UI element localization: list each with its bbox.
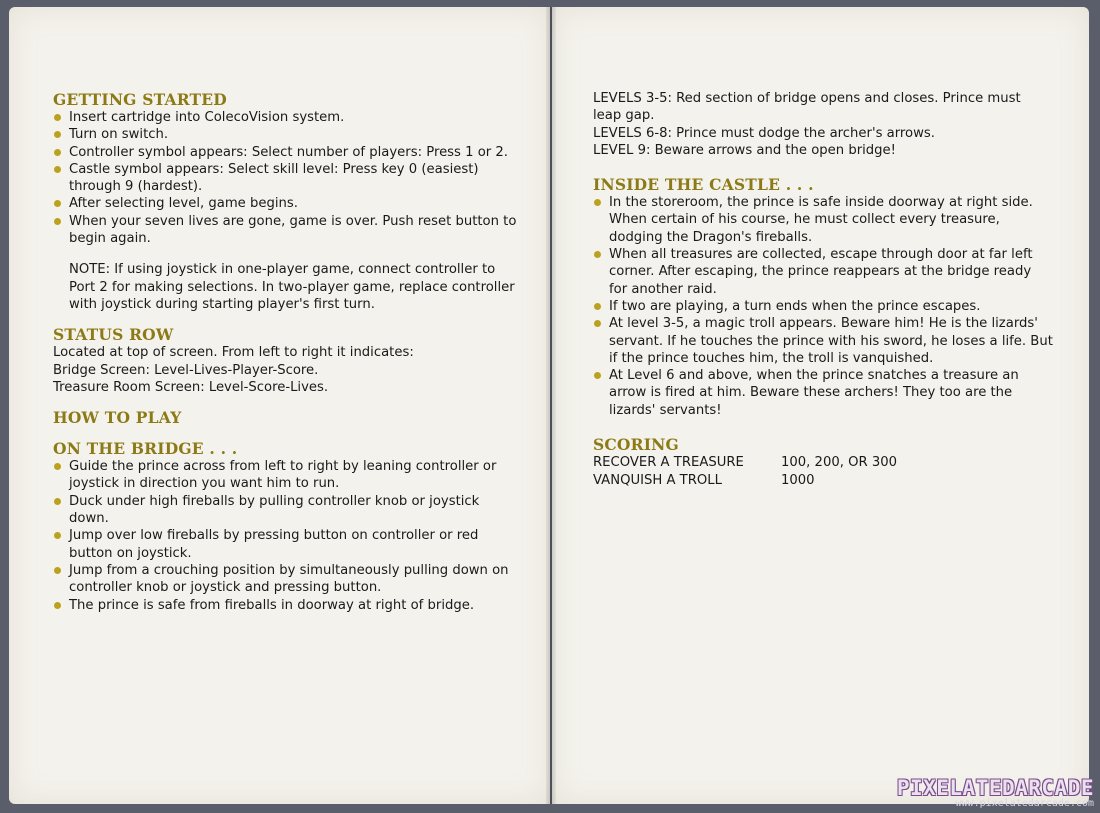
watermark-title: PIXELATEDARCADE xyxy=(896,776,1094,800)
list-item: Insert cartridge into ColecoVision system. xyxy=(53,109,518,126)
scoring-label: RECOVER A TREASURE xyxy=(593,455,744,471)
list-item: Turn on switch. xyxy=(53,126,518,143)
levels-line: LEVELS 3-5: Red section of bridge opens and closes. Prince must leap gap. xyxy=(593,91,1021,124)
list-item: Guide the prince across from left to right by leaning controller or joystick in direction you want him to run. xyxy=(53,458,518,493)
joystick-note: NOTE: If using joystick in one-player game, connect controller to Port 2 for making selections. In two-player game, replace controller with joystick during starting player's first turn. xyxy=(69,262,515,312)
scoring-label: VANQUISH A TROLL xyxy=(593,473,722,489)
list-item: If two are playing, a turn ends when the prince escapes. xyxy=(593,298,1053,315)
bullet-icon xyxy=(54,532,61,539)
on-the-bridge-list xyxy=(53,458,518,614)
scoring-value: 1000 xyxy=(781,473,815,489)
status-row-line: Treasure Room Screen: Level-Score-Lives. xyxy=(53,379,329,395)
status-row-heading: STATUS ROW xyxy=(53,325,174,345)
bullet-icon xyxy=(54,114,61,121)
list-item: Controller symbol appears: Select number of players: Press 1 or 2. xyxy=(53,144,518,161)
bullet-icon xyxy=(594,372,601,379)
bullet-icon xyxy=(594,251,601,258)
scoring-value: 100, 200, OR 300 xyxy=(781,455,898,471)
list-item: Duck under high fireballs by pulling controller knob or joystick down. xyxy=(53,493,518,528)
on-the-bridge-heading: ON THE BRIDGE . . . xyxy=(53,439,238,459)
status-row-line: Bridge Screen: Level-Lives-Player-Score. xyxy=(53,362,319,378)
on-the-bridge-section xyxy=(53,439,518,614)
watermark-url: www.pixelatedarcade.com xyxy=(955,798,1094,809)
levels-section xyxy=(593,90,1053,159)
bullet-icon xyxy=(54,166,61,173)
getting-started-section xyxy=(53,90,518,313)
how-to-play-heading: HOW TO PLAY xyxy=(53,408,182,428)
list-item: In the storeroom, the prince is safe inside doorway at right side. When certain of his course, he must collect every treasure, dodging the Dragon's fireballs. xyxy=(593,194,1053,246)
bullet-icon xyxy=(54,200,61,207)
list-item: Castle symbol appears: Select skill level: Press key 0 (easiest) through 9 (hardest). xyxy=(53,161,518,196)
bullet-icon xyxy=(54,218,61,225)
bullet-icon xyxy=(594,303,601,310)
list-item: At level 3-5, a magic troll appears. Beware him! He is the lizards' servant. If he touches the prince with his sword, he loses a life. But if the prince touches him, the troll is vanquished. xyxy=(593,315,1053,367)
right-column xyxy=(593,90,1053,490)
bullet-icon xyxy=(54,149,61,156)
bullet-icon xyxy=(54,131,61,138)
scoring-table xyxy=(593,454,897,490)
scoring-section xyxy=(593,435,1053,490)
bullet-icon xyxy=(54,602,61,609)
scoring-heading: SCORING xyxy=(593,435,679,455)
bullet-icon xyxy=(54,498,61,505)
list-item: When your seven lives are gone, game is over. Push reset button to begin again. xyxy=(53,213,518,248)
bullet-icon xyxy=(54,567,61,574)
inside-castle-section xyxy=(593,175,1053,419)
page-fold xyxy=(546,7,556,804)
status-row-line: Located at top of screen. From left to right it indicates: xyxy=(53,345,414,361)
list-item: Jump over low fireballs by pressing button on controller or red button on joystick. xyxy=(53,527,518,562)
getting-started-heading: GETTING STARTED xyxy=(53,90,227,109)
bullet-icon xyxy=(54,463,61,470)
list-item: When all treasures are collected, escape through door at far left corner. After escaping, the prince reappears at the bridge ready for another raid. xyxy=(593,246,1053,298)
bullet-icon xyxy=(594,199,601,206)
table-row xyxy=(593,454,897,472)
levels-line: LEVEL 9: Beware arrows and the open bridge! xyxy=(593,142,896,158)
levels-line: LEVELS 6-8: Prince must dodge the archer's arrows. xyxy=(593,125,935,141)
watermark xyxy=(897,776,1094,809)
table-row xyxy=(593,472,897,490)
bullet-icon xyxy=(594,320,601,327)
list-item: Jump from a crouching position by simultaneously pulling down on controller knob or joystick and pressing button. xyxy=(53,562,518,597)
list-item: At Level 6 and above, when the prince snatches a treasure an arrow is fired at him. Beware these archers! They too are the lizards' servants! xyxy=(593,367,1053,419)
getting-started-list xyxy=(53,109,518,247)
left-column xyxy=(53,90,518,614)
status-row-section xyxy=(53,325,518,396)
list-item: After selecting level, game begins. xyxy=(53,195,518,212)
list-item: The prince is safe from fireballs in doorway at right of bridge. xyxy=(53,597,518,614)
inside-castle-list xyxy=(593,194,1053,419)
inside-castle-heading: INSIDE THE CASTLE . . . xyxy=(593,175,814,195)
